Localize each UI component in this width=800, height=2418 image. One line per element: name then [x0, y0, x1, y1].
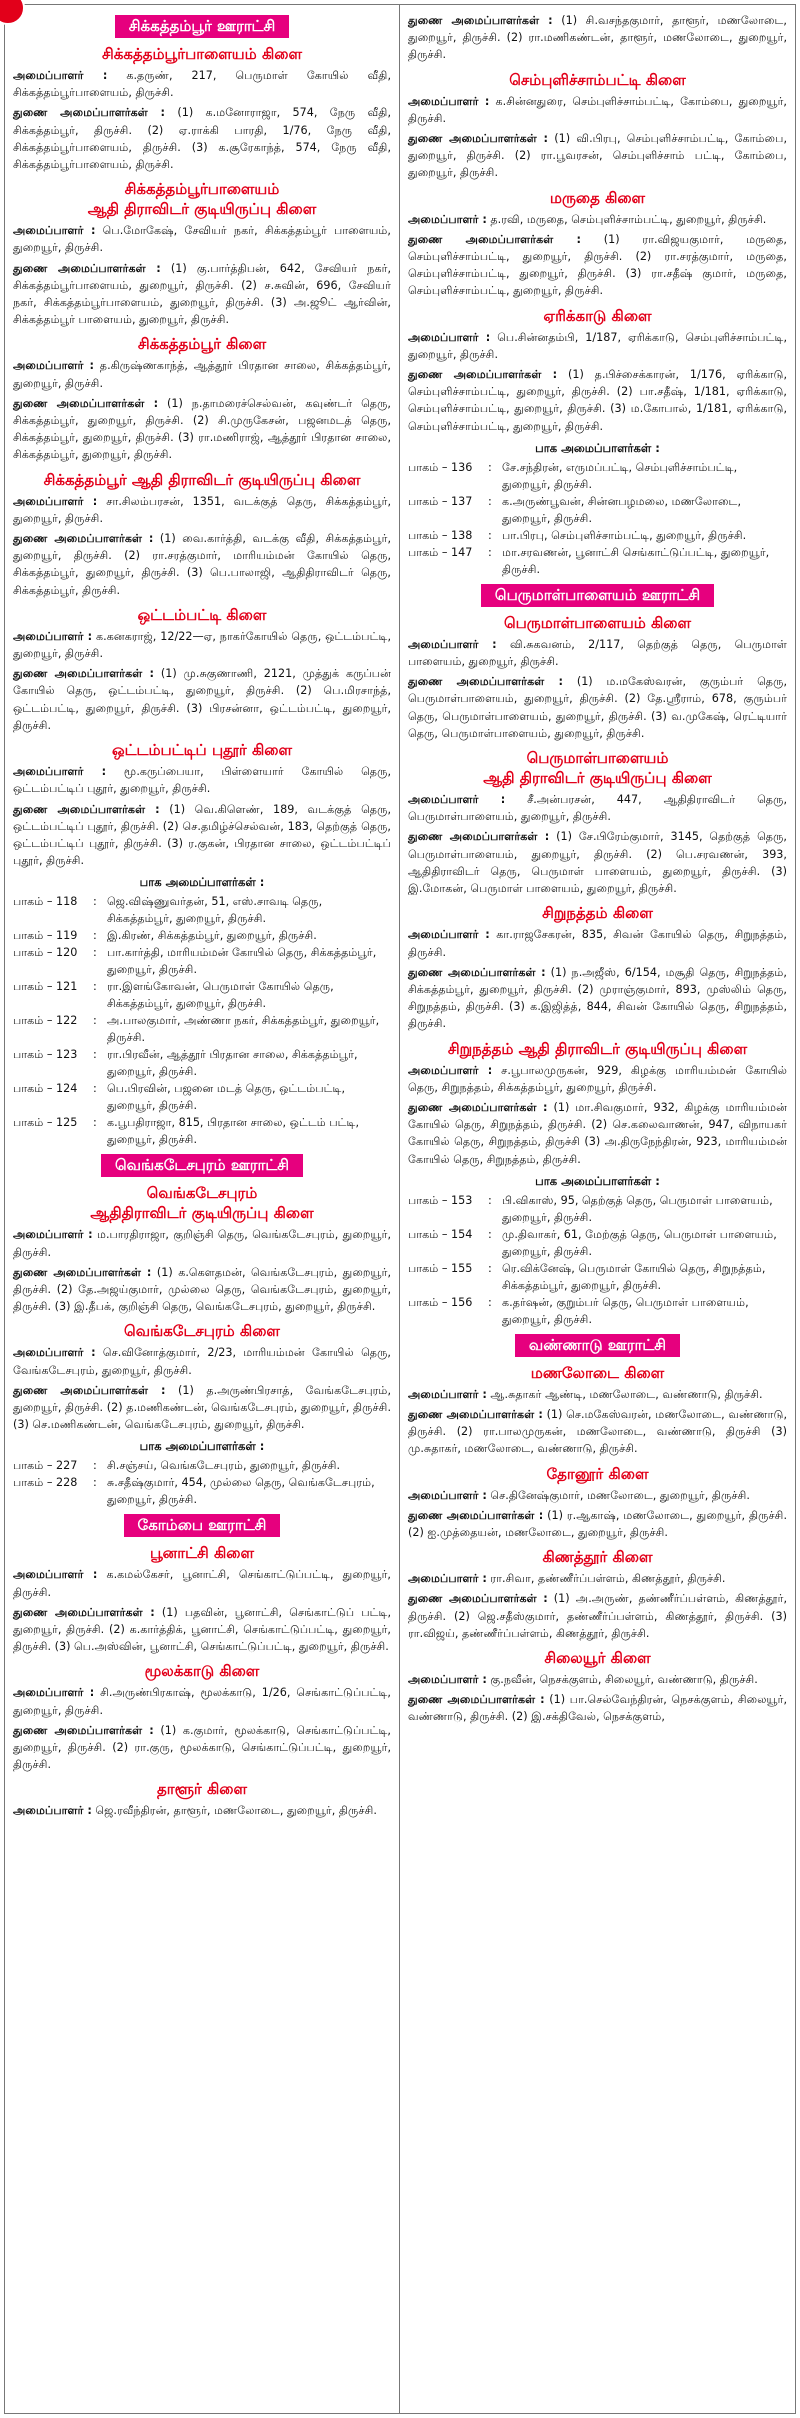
panchayat-banner — [13, 1154, 391, 1177]
member-details: ஆ.சுதாகர் ஆண்டி, மணலோடை, வண்ணாடு, திருச்சி. — [486, 1387, 763, 1401]
panchayat-banner — [13, 15, 391, 38]
ward-colon: : — [93, 1476, 97, 1490]
member-details: க.கனகராஜ், 12/22—ஏ, நாகர்கோயில் தெரு, ஒட்டம்பட்டி, துறையூர், திருச்சி. — [13, 629, 391, 661]
organiser-entry — [408, 231, 787, 300]
organiser-entry — [408, 1507, 787, 1541]
branch-heading-line: ஏரிக்காடு கிளை — [543, 306, 652, 325]
organiser-entry — [13, 801, 391, 870]
member-details: ம.பாரதிராஜா, குறிஞ்சி தெரு, வெங்கடேசபுரம், துறையூர், திருச்சி. — [13, 1228, 391, 1259]
ward-member: மு.திவாகர், 61, மேற்குத் தெரு, பெருமாள் பாளையம், துறையூர், திருச்சி. — [502, 1227, 777, 1258]
organiser-entry — [408, 1406, 787, 1458]
organiser-entry — [13, 493, 391, 527]
role-label: அமைப்பாளர் : — [13, 629, 93, 643]
ward-colon: : — [93, 929, 97, 943]
ward-row — [13, 1046, 391, 1080]
panchayat-banner-label: வெங்கடேசபுரம் ஊராட்சி — [101, 1154, 303, 1177]
member-details: (1) அ.அருண், தண்ணீர்ப்பள்ளம், கிணத்தூர், திருச்சி. (2) ஜெ.சதீஸ்குமார், தண்ணீர்ப்பள்ளம், கிணத்தூர், திருச்சி. (3) ரா.விஜய், தண்ணீர்ப்பள்ளம், கிணத்தூர், திருச்சி. — [408, 1592, 787, 1640]
role-label: துணை அமைப்பாளர்கள் : — [13, 532, 154, 546]
role-label: அமைப்பாளர் : — [408, 1488, 487, 1502]
member-details: ச.பூபாலமுருகன், 929, கிழக்கு மாரியம்மன் கோயில் தெரு, சிறுநத்தம், சிக்கத்தம்பூர், துறையூர், திருச்சி. — [408, 1063, 787, 1094]
role-label: துணை அமைப்பாளர்கள் : — [408, 1508, 544, 1522]
ward-colon: : — [93, 946, 97, 960]
branch-heading — [13, 1661, 391, 1681]
ward-colon: : — [488, 1295, 492, 1309]
branch-heading-line: சிறுநத்தம் கிளை — [542, 904, 653, 923]
role-label: துணை அமைப்பாளர்கள் : — [408, 14, 553, 27]
role-label: துணை அமைப்பாளர்கள் : — [13, 1723, 154, 1737]
ward-member: அ.பாலகுமார், அண்ணா நகர், சிக்கத்தம்பூர், துறையூர், திருச்சி. — [107, 1014, 380, 1045]
ward-row — [408, 1192, 787, 1226]
ward-member: சு.சதீஷ்குமார், 454, முல்லை தெரு, வெங்கடேசபுரம், துறையூர், திருச்சி. — [107, 1476, 375, 1507]
member-details: சி.அருண்பிரகாஷ், மூலக்காடு, 1/26, செங்காட்டுப்பட்டி, துறையூர், திருச்சி. — [13, 1686, 391, 1717]
ward-colon: : — [488, 528, 492, 542]
ward-organisers-title: பாக அமைப்பாளர்கள் : — [535, 1173, 660, 1188]
organiser-entry — [13, 1604, 391, 1656]
organiser-entry — [408, 1590, 787, 1642]
ward-member: பா.பிரபு, செம்புளிச்சாம்பட்டி, துறையூர், திருச்சி. — [502, 528, 747, 542]
organiser-entry — [408, 93, 787, 127]
organiser-entry — [13, 357, 391, 391]
panchayat-banner-label: பெருமாள்பாளையம் ஊராட்சி — [481, 584, 714, 607]
branch-heading-line: பெருமாள்பாளையம் கிளை — [503, 613, 692, 632]
ward-member: க.தர்ஷன், குறும்பர் தெரு, பெருமாள் பாளையம், துறையூர், திருச்சி. — [502, 1295, 749, 1326]
branch-heading-line: சிக்கத்தம்பூர்பாளையம் — [124, 180, 280, 199]
branch-heading — [408, 306, 787, 326]
branch-heading — [13, 1321, 391, 1341]
ward-member: சி.சஞ்சய், வெங்கடேசபுரம், துறையூர், திருச்சி. — [107, 1459, 341, 1473]
member-details: கு.நவீன், நெசக்குளம், சிலையூர், வண்ணாடு, திருச்சி. — [486, 1672, 758, 1686]
branch-heading-line: ஒட்டம்பட்டிப் புதூர் கிளை — [112, 741, 292, 760]
branch-heading-line: ஆதிதிராவிடர் குடியிருப்பு கிளை — [90, 1204, 314, 1223]
ward-member: ரா.இளங்கோவன், பெருமாள் கோயில் தெரு, சிக்கத்தம்பூர், துறையூர், திருச்சி. — [107, 980, 334, 1011]
branch-heading — [408, 748, 787, 788]
organiser-entry — [408, 1386, 787, 1403]
branch-heading — [13, 1543, 391, 1563]
ward-row — [408, 1294, 787, 1328]
panchayat-banner-label: வண்ணாடு ஊராட்சி — [515, 1334, 680, 1357]
branch-heading — [408, 188, 787, 208]
ward-number: பாகம் – 137 — [408, 494, 473, 508]
branch-heading-line: மருதை கிளை — [549, 188, 646, 207]
member-details: (1) ர.ஆகாஷ், மணலோடை, துறையூர், திருச்சி. (2) ஐ.முத்தையன், மணலோடை, துறையூர், திருச்சி. — [408, 1508, 787, 1539]
role-label: துணை அமைப்பாளர்கள் : — [408, 1592, 548, 1606]
organiser-entry — [408, 211, 787, 228]
role-label: அமைப்பாளர் : — [13, 69, 108, 82]
branch-heading — [408, 1464, 787, 1484]
organiser-entry — [408, 12, 787, 64]
member-details: (1) மு.சுகுணாணி, 2121, முத்துக் கருப்பன் கோயில் தெரு, ஒட்டம்பட்டி, துறையூர், திருச்சி. (2) பெ.மிரசாந்த், ஒட்டம்பட்டி, துறையூர், திருச்சி. (3) பிரசன்னா, ஒட்டம்பட்டி, துறையூர், திருச்சி. — [13, 667, 391, 732]
branch-heading — [408, 1648, 787, 1668]
ward-member: சே.சந்திரன், எருமப்பட்டி, செம்புளிச்சாம்பட்டி, துறையூர், திருச்சி. — [502, 460, 738, 491]
member-details: த.கிருஷ்ணகாந்த், ஆத்தூர் பிரதான சாலை, சிக்கத்தம்பூர், துறையூர், திருச்சி. — [13, 359, 391, 390]
ward-number: பாகம் – 121 — [13, 980, 78, 994]
left-column — [5, 5, 400, 2413]
ward-number: பாகம் – 125 — [13, 1116, 78, 1130]
organiser-entry — [13, 1264, 391, 1316]
ward-organisers — [13, 875, 391, 1148]
member-details: க.கமல்கேசர், பூனாட்சி, செங்காட்டுப்பட்டி, துறையூர், திருச்சி. — [13, 1568, 391, 1599]
ward-number: பாகம் – 123 — [13, 1048, 78, 1062]
branch-heading — [13, 334, 391, 354]
organiser-entry — [408, 1691, 787, 1725]
panchayat-banner-label: சிக்கத்தம்பூர் ஊராட்சி — [115, 15, 289, 38]
organiser-entry — [13, 104, 391, 173]
member-details: சீ.அன்பரசன், 447, ஆதிதிராவிடர் தெரு, பெருமாள்பாளையம், துறையூர், திருச்சி. — [408, 793, 787, 824]
ward-number: பாகம் – 136 — [408, 460, 473, 474]
member-details: ரா.சிவா, தண்ணீர்ப்பள்ளம், கிணத்தூர், திருச்சி. — [486, 1572, 726, 1586]
branch-heading-line: சிறுநத்தம் ஆதி திராவிடர் குடியிருப்பு கிளை — [447, 1039, 748, 1058]
organiser-entry — [408, 1487, 787, 1504]
ward-member: இ.கிரண், சிக்கத்தம்பூர், துறையூர், திருச்சி. — [107, 929, 317, 943]
ward-row — [13, 893, 391, 927]
ward-colon: : — [93, 980, 97, 994]
ward-organisers-title: பாக அமைப்பாளர்கள் : — [535, 440, 660, 455]
ward-row — [13, 1474, 391, 1508]
ward-colon: : — [93, 1116, 97, 1130]
ward-row — [408, 459, 787, 493]
organiser-entry — [408, 636, 787, 670]
organiser-entry — [408, 1099, 787, 1168]
member-details: செ.தினேஷ்குமார், மணலோடை, துறையூர், திருச்சி. — [486, 1488, 750, 1502]
role-label: அமைப்பாளர் : — [408, 330, 491, 344]
role-label: துணை அமைப்பாளர்கள் : — [13, 667, 155, 681]
organiser-entry — [13, 665, 391, 734]
member-details: (1) க.மனோராஜா, 574, நேரு வீதி, சிக்கத்தம்பூர், திருச்சி. (2) ஏ.ராக்கி பாரதி, 1/76, நேரு வீதி, சிக்கத்தம்பூர்பாளையம், திருச்சி. (3) க.சூரேகாந்த், 574, நேரு வீதி, சிக்கத்தம்பூர்பாளையம், திருச்சி. — [13, 106, 391, 172]
role-label: துணை அமைப்பாளர்கள் : — [13, 802, 160, 816]
organiser-entry — [408, 673, 787, 742]
ward-organisers — [408, 1174, 787, 1328]
role-label: துணை அமைப்பாளர்கள் : — [13, 1265, 152, 1279]
branch-heading — [408, 1547, 787, 1567]
organiser-entry — [13, 1566, 391, 1600]
organiser-entry — [13, 1226, 391, 1260]
member-details: (1) வி.பிரபு, செம்புளிச்சாம்பட்டி, கோம்பை, துறையூர், திருச்சி. (2) ரா.பூவரசன், செம்புளிச்சாம் பட்டி, கோம்பை, துறையூர், திருச்சி. — [408, 132, 787, 180]
ward-colon: : — [488, 1193, 492, 1207]
right-column — [400, 5, 795, 2413]
panchayat-banner — [408, 1334, 787, 1357]
ward-colon: : — [93, 1459, 97, 1473]
ward-colon: : — [488, 460, 492, 474]
ward-number: பாகம் – 122 — [13, 1014, 78, 1028]
member-details: த.ரவி, மருதை, செம்புளிச்சாம்பட்டி, துறையூர், திருச்சி. — [486, 212, 767, 226]
panchayat-banner-label: கோம்பை ஊராட்சி — [124, 1514, 281, 1537]
ward-member: ஜெ.விஷ்ணுவர்தன், 51, எஸ்.சாவடி தெரு, சிக்கத்தம்பூர், துறையூர், திருச்சி. — [107, 895, 323, 926]
role-label: துணை அமைப்பாளர்கள் : — [13, 1605, 155, 1619]
branch-heading-line: சிக்கத்தம்பூர் ஆதி திராவிடர் குடியிருப்பு கிளை — [43, 470, 361, 489]
role-label: அமைப்பாளர் : — [408, 793, 506, 807]
ward-row — [13, 1457, 391, 1474]
branch-heading-line: தாளூர் கிளை — [157, 1780, 247, 1799]
ward-row — [13, 978, 391, 1012]
member-details: (1) த.பிச்சைக்காரன், 1/176, ஏரிக்காடு, செம்புளிச்சாம்பட்டி, துறையூர், திருச்சி. (2) பா.சதீஷ், 1/181, ஏரிக்காடு, செம்புளிச்சாம்பட்டி, துறையூர், திருச்சி. (3) ம.கோபால், 1/181, ஏரிக்காடு, செம்புளிச்சாம்பட்டி, துறையூர், திருச்சி. — [408, 368, 787, 433]
ward-number: பாகம் – 156 — [408, 1295, 473, 1309]
ward-number: பாகம் – 155 — [408, 1261, 473, 1275]
ward-row — [13, 944, 391, 978]
organiser-entry — [408, 329, 787, 363]
organiser-entry — [13, 1722, 391, 1774]
role-label: அமைப்பாளர் : — [13, 359, 95, 373]
organiser-entry — [408, 964, 787, 1033]
branch-heading — [408, 70, 787, 90]
member-details: (1) ந.தாமரைச்செல்வன், கவுண்டர் தெரு, சிக்கத்தம்பூர், துறையூர், திருச்சி. (2) சி.முருகேசன், பஜனமடத் தெரு, சிக்கத்தம்பூர், துறையூர், திருச்சி. (3) ரா.மணிராஜ், ஆத்தூர் பிரதான சாலை, சிக்கத்தம்பூர், துறையூர், திருச்சி. — [13, 396, 391, 462]
member-details: (1) வெ.கிளெண், 189, வடக்குத் தெரு, ஒட்டம்பட்டிப் புதூர், திருச்சி. (2) செ.தமிழ்ச்செல்வன், 183, தெற்குத் தெரு, ஒட்டம்பட்டிப் புதூர், திருச்சி. (3) ர.குகன், பிரதான சாலை, ஒட்டம்பட்டிப் புதூர், திருச்சி. — [13, 802, 391, 868]
branch-heading — [13, 179, 391, 219]
branch-heading — [13, 605, 391, 625]
organiser-entry — [13, 1802, 391, 1819]
member-details: க.சின்னதுரை, செம்புளிச்சாம்பட்டி, கோம்பை, துறையூர், திருச்சி. — [408, 94, 787, 125]
ward-colon: : — [93, 1014, 97, 1028]
ward-colon: : — [93, 895, 97, 909]
branch-heading-line: பூனாட்சி கிளை — [150, 1544, 254, 1563]
member-details: (1) கு.பார்த்திபன், 642, சேவியர் நகர், சிக்கத்தம்பூர்பாளையம், துறையூர், திருச்சி. (2) ச.சுவின், 696, சேவியர் நகர், சிக்கத்தம்பூர்பாளையம், துறையூர், திருச்சி. (3) அ.ஜூட் ஆர்வின், சிக்கத்தம்பூர் பாளையம், துறையூர், திருச்சி. — [13, 261, 391, 327]
ward-number: பாகம் – 228 — [13, 1476, 78, 1490]
panchayat-banner — [408, 584, 787, 607]
member-details: (1) த.அருண்பிரசாத், வேங்கடேசபுரம், துறையூர், திருச்சி. (2) த.மணிகண்டன், வெங்கடேசபுரம், துறையூர், திருச்சி. (3) செ.மணிகண்டன், வெங்கடேசபுரம், துறையூர், திருச்சி. — [13, 1383, 391, 1432]
ward-row — [13, 927, 391, 944]
organiser-entry — [13, 1344, 391, 1378]
organiser-entry — [13, 1382, 391, 1434]
ward-colon: : — [93, 1082, 97, 1096]
organiser-entry — [408, 130, 787, 182]
ward-number: பாகம் – 227 — [13, 1459, 78, 1473]
organiser-entry — [13, 395, 391, 464]
organiser-entry — [13, 530, 391, 599]
role-label: துணை அமைப்பாளர்கள் : — [13, 261, 161, 275]
branch-heading — [13, 470, 391, 490]
ward-number: பாகம் – 153 — [408, 1193, 473, 1207]
ward-row — [13, 1114, 391, 1148]
ward-organisers-title: பாக அமைப்பாளர்கள் : — [139, 875, 265, 890]
branch-heading — [408, 1039, 787, 1059]
member-details: (1) ரா.விஜயகுமார், மருதை, செம்புளிச்சாம்பட்டி, துறையூர், திருச்சி. (2) ரா.சரத்குமார், மருதை, செம்புளிச்சாம்பட்டி, துறையூர், திருச்சி. (3) ரா.சதீஷ் குமார், மருதை, செம்புளிச்சாம்பட்டி, துறையூர், திருச்சி. — [408, 232, 787, 298]
member-details: க.தருண், 217, பெருமாள் கோயில் வீதி, சிக்கத்தம்பூர்பாளையம், திருச்சி. — [13, 69, 392, 100]
ward-organisers — [13, 1439, 391, 1508]
organiser-entry — [408, 828, 787, 897]
role-label: அமைப்பாளர் : — [408, 1063, 493, 1077]
branch-heading-line: ஆதி திராவிடர் குடியிருப்பு கிளை — [483, 769, 712, 788]
newspaper-page — [4, 4, 796, 2414]
ward-number: பாகம் – 138 — [408, 528, 473, 542]
organiser-entry — [13, 1684, 391, 1718]
ward-member: பி.விகாஸ், 95, தெற்குத் தெரு, பெருமாள் பாளையம், துறையூர், திருச்சி. — [502, 1193, 773, 1224]
organiser-entry — [408, 1671, 787, 1688]
ward-member: க.பூபதிராஜா, 815, பிரதான சாலை, ஒட்டம் பட்டி, துறையூர், திருச்சி. — [107, 1116, 360, 1147]
role-label: துணை அமைப்பாளர்கள் : — [408, 132, 548, 146]
branch-heading-line: வெங்கடேசபுரம் — [146, 1184, 258, 1203]
role-label: துணை அமைப்பாளர்கள் : — [13, 1383, 166, 1397]
member-details: பெ.மோகேஷ், சேவியர் நகர், சிக்கத்தம்பூர் பாளையம், துறையூர், திருச்சி. — [13, 224, 391, 255]
ward-colon: : — [93, 1048, 97, 1062]
ward-number: பாகம் – 120 — [13, 946, 78, 960]
role-label: துணை அமைப்பாளர்கள் : — [408, 1407, 543, 1421]
ward-organisers — [408, 441, 787, 578]
member-details: மூ.கருப்பையா, பிள்ளையார் கோயில் தெரு, ஒட்டம்பட்டிப் புதூர், துறையூர், திருச்சி. — [13, 765, 392, 796]
branch-heading — [13, 1183, 391, 1223]
organiser-entry — [13, 763, 391, 797]
branch-heading-line: பெருமாள்பாளையம் — [526, 749, 669, 768]
member-details: சா.சிலம்பரசன், 1351, வடக்குத் தெரு, சிக்கத்தம்பூர், துறையூர், திருச்சி. — [13, 494, 392, 525]
role-label: அமைப்பாளர் : — [408, 1672, 487, 1686]
role-label: துணை அமைப்பாளர்கள் : — [408, 1693, 545, 1707]
ward-colon: : — [488, 494, 492, 508]
branch-heading-line: மூலக்காடு கிளை — [144, 1662, 260, 1681]
member-details: (1) பா.செல்வேந்திரன், நெசக்குளம், சிலையூர், வண்ணாடு, திருச்சி. (2) இ.சக்திவேல், நெசக்குளம், — [408, 1693, 788, 1724]
ward-colon: : — [488, 1227, 492, 1241]
role-label: அமைப்பாளர் : — [13, 494, 98, 508]
organiser-entry — [13, 260, 391, 329]
branch-heading-line: சிலையூர் கிளை — [544, 1648, 651, 1667]
member-details: வி.சுகவனம், 2/117, தெற்குத் தெரு, பெருமாள் பாளையம், துறையூர், திருச்சி. — [408, 637, 788, 669]
role-label: அமைப்பாளர் : — [408, 1387, 487, 1401]
ward-row — [408, 527, 787, 544]
panchayat-banner — [13, 1514, 391, 1537]
role-label: அமைப்பாளர் : — [13, 1228, 93, 1242]
role-label: அமைப்பாளர் : — [13, 1686, 95, 1700]
branch-heading-line: ஆதி திராவிடர் குடியிருப்பு கிளை — [87, 200, 317, 219]
role-label: துணை அமைப்பாளர்கள் : — [408, 368, 558, 382]
member-details: (1) க.கௌதமன், வெங்கடேசபுரம், துறையூர், திருச்சி. (2) தே.அஜய்குமார், முல்லை தெரு, வெங்கடேசபுரம், துறையூர், திருச்சி. (3) இ.தீபக், குறிஞ்சி தெரு, வெங்கடேசபுரம், துறையூர், திருச்சி. — [13, 1265, 392, 1314]
organiser-entry — [408, 1062, 787, 1096]
member-details: கா.ராஜசேகரன், 835, சிவன் கோயில் தெரு, சிறுநத்தம், திருச்சி. — [408, 928, 787, 959]
ward-number: பாகம் – 124 — [13, 1082, 78, 1096]
branch-heading — [13, 740, 391, 760]
member-details: (1) ந.அஜீஸ், 6/154, மசூதி தெரு, சிறுநத்தம், சிக்கத்தம்பூர், துறையூர், திருச்சி. (2) முராஞ்குமார், 893, முஸ்லிம் தெரு, சிறுநத்தம், திருச்சி. (3) க.இஜித்த், 844, சிவன் கோயில் தெரு, சிறுநத்தம், திருச்சி. — [408, 965, 787, 1031]
member-details: செ.வினோத்குமார், 2/23, மாரியம்மன் கோயில் தெரு, வேங்கடேசபுரம், துறையூர், திருச்சி. — [13, 1346, 391, 1377]
role-label: அமைப்பாளர் : — [408, 212, 487, 226]
branch-heading — [13, 44, 391, 64]
ward-member: பெ.பிரவின், பஜனை மடத் தெரு, ஒட்டம்பட்டி, துறையூர், திருச்சி. — [107, 1082, 346, 1113]
ward-member: க.அருண்பூவன், சின்னபழமலை, மணலோடை, துறையூர், திருச்சி. — [502, 494, 742, 525]
role-label: துணை அமைப்பாளர்கள் : — [408, 965, 546, 979]
branch-heading — [408, 903, 787, 923]
role-label: அமைப்பாளர் : — [408, 928, 490, 942]
branch-heading-line: சிக்கத்தம்பூர் கிளை — [137, 335, 267, 354]
ward-row — [408, 1226, 787, 1260]
role-label: அமைப்பாளர் : — [408, 637, 497, 651]
organiser-entry — [408, 926, 787, 960]
ward-number: பாகம் – 147 — [408, 545, 473, 559]
role-label: துணை அமைப்பாளர்கள் : — [13, 396, 159, 410]
branch-heading-line: வெங்கடேசபுரம் கிளை — [124, 1322, 280, 1341]
member-details: (1) பதவின், பூனாட்சி, செங்காட்டுப் பட்டி, துறையூர், திருச்சி. (2) க.கார்த்திக், பூனாட்சி, செங்காட்டுப்பட்டி, துறையூர், திருச்சி. (3) பெ.அஸ்வின், பூனாட்சி, செங்காட்டுப்பட்டி, துறையூர், திருச்சி. — [13, 1605, 392, 1654]
ward-row — [408, 544, 787, 578]
role-label: அமைப்பாளர் : — [13, 1568, 98, 1582]
organiser-entry — [408, 366, 787, 435]
branch-heading-line: மணலோடை கிளை — [530, 1363, 665, 1382]
organiser-entry — [408, 791, 787, 825]
role-label: அமைப்பாளர் : — [13, 1804, 92, 1818]
branch-heading-line: செம்புளிச்சாம்பட்டி கிளை — [509, 70, 686, 89]
member-details: (1) சே.பிரேம்குமார், 3145, தெற்குத் தெரு, பெருமாள்பாளையம், துறையூர், திருச்சி. (2) பெ.சரவணன், 393, ஆதிதிராவிடர் தெரு, பெருமாள் பாளையம், துறையூர், திருச்சி. (3) இ.மோகன், பெருமாள் பாளையம், துறையூர், திருச்சி. — [408, 830, 787, 896]
role-label: அமைப்பாளர் : — [13, 224, 96, 238]
branch-heading — [13, 1779, 391, 1799]
ward-member: ரா.பிரவீன், ஆத்தூர் பிரதான சாலை, சிக்கத்தம்பூர், துறையூர், திருச்சி. — [107, 1048, 358, 1079]
role-label: துணை அமைப்பாளர்கள் : — [408, 1100, 548, 1114]
member-details: ஜெ.ரவீந்திரன், தாளூர், மணலோடை, துறையூர், திருச்சி. — [91, 1804, 377, 1818]
ward-number: பாகம் – 119 — [13, 929, 78, 943]
ward-member: பா.கார்த்தி, மாரியம்மன் கோயில் தெரு, சிக்கத்தம்பூர், துறையூர், திருச்சி. — [107, 946, 377, 977]
ward-colon: : — [488, 1261, 492, 1275]
member-details: (1) செ.மகேஸ்வரன், மணலோடை, வண்ணாடு, திருச்சி. (2) ரா.பாலமுருகன், மணலோடை, வண்ணாடு, திருச்சி (3) மு.சுதாகர், மணலோடை, வண்ணாடு, திருச்சி. — [408, 1407, 787, 1456]
ward-member: மா.சரவணன், பூனாட்சி செங்காட்டுப்பட்டி, துறையூர், திருச்சி. — [502, 545, 770, 576]
organiser-entry — [13, 628, 391, 662]
ward-number: பாகம் – 154 — [408, 1227, 473, 1241]
role-label: துணை அமைப்பாளர்கள் : — [13, 106, 166, 120]
member-details: (1) க.குமார், மூலக்காடு, செங்காட்டுப்பட்டி, துறையூர், திருச்சி. (2) ரா.குரு, மூலக்காடு, செங்காட்டுப்பட்டி, துறையூர், திருச்சி. — [13, 1723, 391, 1772]
branch-heading — [408, 1363, 787, 1383]
role-label: துணை அமைப்பாளர்கள் : — [408, 830, 550, 844]
ward-row — [408, 1260, 787, 1294]
ward-row — [408, 493, 787, 527]
branch-heading-line: சிக்கத்தம்பூர்பாளையம் கிளை — [102, 45, 302, 63]
member-details: (1) மா.சிவகுமார், 932, கிழக்கு மாரியம்மன் கோயில் தெரு, சிறுநத்தம், திருச்சி. (2) செ.கலைவாணன், 947, விநாயகர் கோயில் தெரு, சிறுநத்தம், திருச்சி (3) அ.திருநேந்திரன், 923, மாரியம்மன் கோயில் தெரு, சிறுநத்தம், திருச்சி. — [408, 1100, 787, 1166]
ward-organisers-title: பாக அமைப்பாளர்கள் : — [139, 1439, 265, 1454]
role-label: அமைப்பாளர் : — [13, 1346, 96, 1360]
ward-member: ரெ.விக்னேஷ், பெருமாள் கோயில் தெரு, சிறுநத்தம், சிக்கத்தம்பூர், துறையூர், திருச்சி. — [502, 1261, 766, 1292]
role-label: துணை அமைப்பாளர்கள் : — [408, 675, 564, 689]
organiser-entry — [13, 67, 391, 101]
branch-heading-line: கிணத்தூர் கிளை — [542, 1548, 653, 1567]
branch-heading — [408, 613, 787, 633]
ward-number: பாகம் – 118 — [13, 895, 78, 909]
ward-colon: : — [488, 545, 492, 559]
role-label: அமைப்பாளர் : — [408, 94, 490, 108]
role-label: துணை அமைப்பாளர்கள் : — [408, 232, 581, 246]
ward-row — [13, 1080, 391, 1114]
member-details: (1) ம.மகேஸ்வரன், குரும்பர் தெரு, பெருமாள்பாளையம், துறையூர், திருச்சி. (2) தே.ஸ்ரீராம், 678, குரும்பர் தெரு, பெருமாள்பாளையம், துறையூர், திருச்சி. (3) வ.முகேஷ், ரெட்டியார் தெரு, பெருமாள்பாளையம், துறையூர், திருச்சி. — [408, 675, 788, 740]
member-details: (1) வை.கார்த்தி, வடக்கு வீதி, சிக்கத்தம்பூர், துறையூர், திருச்சி. (2) ரா.சரத்குமார், மாரியம்மன் கோயில் தெரு, சிக்கத்தம்பூர், துறையூர், திருச்சி. (3) பெ.பாலாஜி, ஆதிதிராவிடர் தெரு, சிக்கத்தம்பூர், திருச்சி. — [13, 532, 392, 597]
member-details: (1) சி.வசந்தகுமார், தாளூர், மணலோடை, துறையூர், திருச்சி. (2) ரா.மணிகண்டன், தாளூர், மணலோடை, துறையூர், திருச்சி. — [408, 14, 787, 62]
branch-heading-line: தோனூர் கிளை — [546, 1464, 649, 1483]
organiser-entry — [13, 222, 391, 256]
organiser-entry — [408, 1570, 787, 1587]
role-label: அமைப்பாளர் : — [408, 1572, 487, 1586]
ward-row — [13, 1012, 391, 1046]
member-details: பெ.சின்னதம்பி, 1/187, ஏரிக்காடு, செம்புளிச்சாம்பட்டி, துறையூர், திருச்சி. — [408, 330, 788, 361]
branch-heading-line: ஒட்டம்பட்டி கிளை — [137, 605, 267, 624]
role-label: அமைப்பாளர் : — [13, 765, 107, 779]
